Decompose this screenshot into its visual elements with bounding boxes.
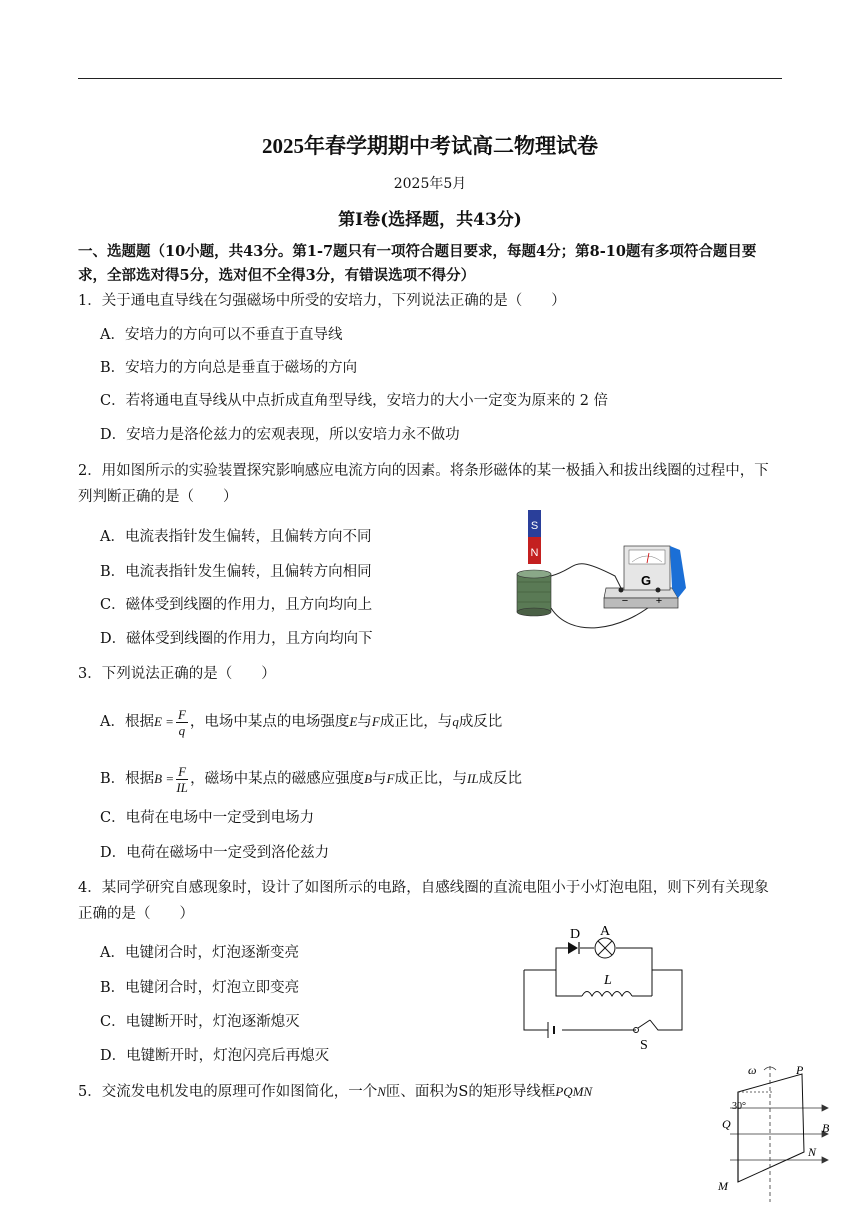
coil (517, 570, 551, 616)
q4-circuit-figure (518, 922, 690, 1050)
angle-label: 30° (732, 1101, 746, 1112)
q4-stem: 4．某同学研究自感现象时，设计了如图所示的电路，自感线圈的直流电阻小于小灯泡电阻，则下列有关现象正确的是（ ） (78, 880, 769, 922)
omega-label: ω (748, 1063, 757, 1077)
switch (634, 1020, 651, 1033)
q4-option-d: D．电键断开时，灯泡闪亮后再熄灭 (100, 1048, 330, 1064)
part-title: 第Ⅰ卷(选择题，共43分) (338, 210, 522, 230)
q1-option-a: A．安培力的方向可以不垂直于直导线 (100, 327, 343, 343)
lamp-label: A (600, 924, 611, 939)
inductor-coil (582, 992, 632, 997)
q3-option-c: C．电荷在电场中一定受到电场力 (100, 810, 315, 826)
q5-stem: 5．交流发电机发电的原理可作如图简化，一个N匝、面积为S的矩形导线框PQMN (78, 1084, 593, 1100)
q2-option-a: A．电流表指针发生偏转，且偏转方向不同 (100, 529, 372, 545)
section-heading: 一、选题题（10小题，共43分。第1-7题只有一项符合题目要求，每题4分；第8-10题有多项符合题目要求，全部选对得5分，选对但不全得3分，有错误选项不得分） (78, 243, 757, 284)
exam-date: 2025年5月 (393, 176, 467, 192)
switch-label: S (640, 1038, 648, 1050)
inductor-label: L (604, 973, 612, 988)
q2-option-c: C．磁体受到线圈的作用力，且方向均向上 (100, 597, 373, 613)
q3-a-lhs: E = (153, 714, 174, 729)
vertex-m-label: M (718, 1179, 728, 1193)
q3-b-fraction: $\frac{F}{IL}$ (176, 763, 188, 795)
galvanometer-minus-label: − (621, 595, 629, 607)
exam-title: 2025年春学期期中考试高二物理试卷 (262, 134, 598, 158)
q5-generator-figure (712, 1062, 842, 1212)
q4-option-a: A．电键闭合时，灯泡逐渐变亮 (100, 945, 299, 961)
q3-a-fraction: $\frac{F}{q}$ (177, 706, 186, 738)
q1-option-b: B．安培力的方向总是垂直于磁场的方向 (100, 360, 358, 376)
q1-stem: 1．关于通电直导线在匀强磁场中所受的安培力，下列说法正确的是（ ） (78, 293, 566, 309)
q3-option-d: D．电荷在磁场中一定受到洛伦兹力 (100, 845, 330, 861)
q2-option-d: D．磁体受到线圈的作用力，且方向均向下 (100, 631, 373, 647)
q4-option-c: C．电键断开时，灯泡逐渐熄灭 (100, 1014, 300, 1030)
wire-top (551, 564, 621, 588)
galvanometer-plus-label: + (655, 595, 663, 607)
vertex-q-label: Q (722, 1117, 731, 1131)
magnet-n-label: N (530, 547, 539, 559)
q1-option-c: C．若将通电直导线从中点折成直角型导线，安培力的大小一定变为原来的 2 倍 (100, 393, 609, 409)
field-b-label: B (822, 1121, 830, 1135)
header-rule (78, 78, 782, 79)
q3-stem: 3．下列说法正确的是（ ） (78, 666, 276, 682)
q2-stem: 2．用如图所示的实验装置探究影响感应电流方向的因素。将条形磁体的某一极插入和拔出线圈的过程中，下列判断正确的是（ ） (78, 463, 769, 505)
galvanometer-g-label: G (640, 573, 652, 588)
q3-option-b: B．根据B = $\frac{F}{IL}$ ，磁场中某点的磁感应强度B与F成正比，与IL成反比 (100, 763, 523, 795)
q2-option-b: B．电流表指针发生偏转，且偏转方向相同 (100, 564, 372, 580)
lamp (595, 938, 615, 958)
battery (548, 1022, 554, 1038)
vertex-p-label: P (796, 1063, 804, 1077)
q2-figure (500, 508, 690, 633)
q1-option-d: D．安培力是洛伦兹力的宏观表现，所以安培力永不做功 (100, 427, 460, 443)
vertex-n-label: N (808, 1145, 817, 1159)
diode (568, 942, 579, 954)
diode-label: D (570, 927, 581, 942)
q4-option-b: B．电键闭合时，灯泡立即变亮 (100, 980, 300, 996)
q3-option-a: A．根据E = $\frac{F}{q}$ ，电场中某点的电场强度E与F成正比，与q成反比 (100, 706, 503, 738)
magnet-s-label: S (530, 520, 539, 532)
q3-b-lhs: B = (154, 771, 175, 786)
